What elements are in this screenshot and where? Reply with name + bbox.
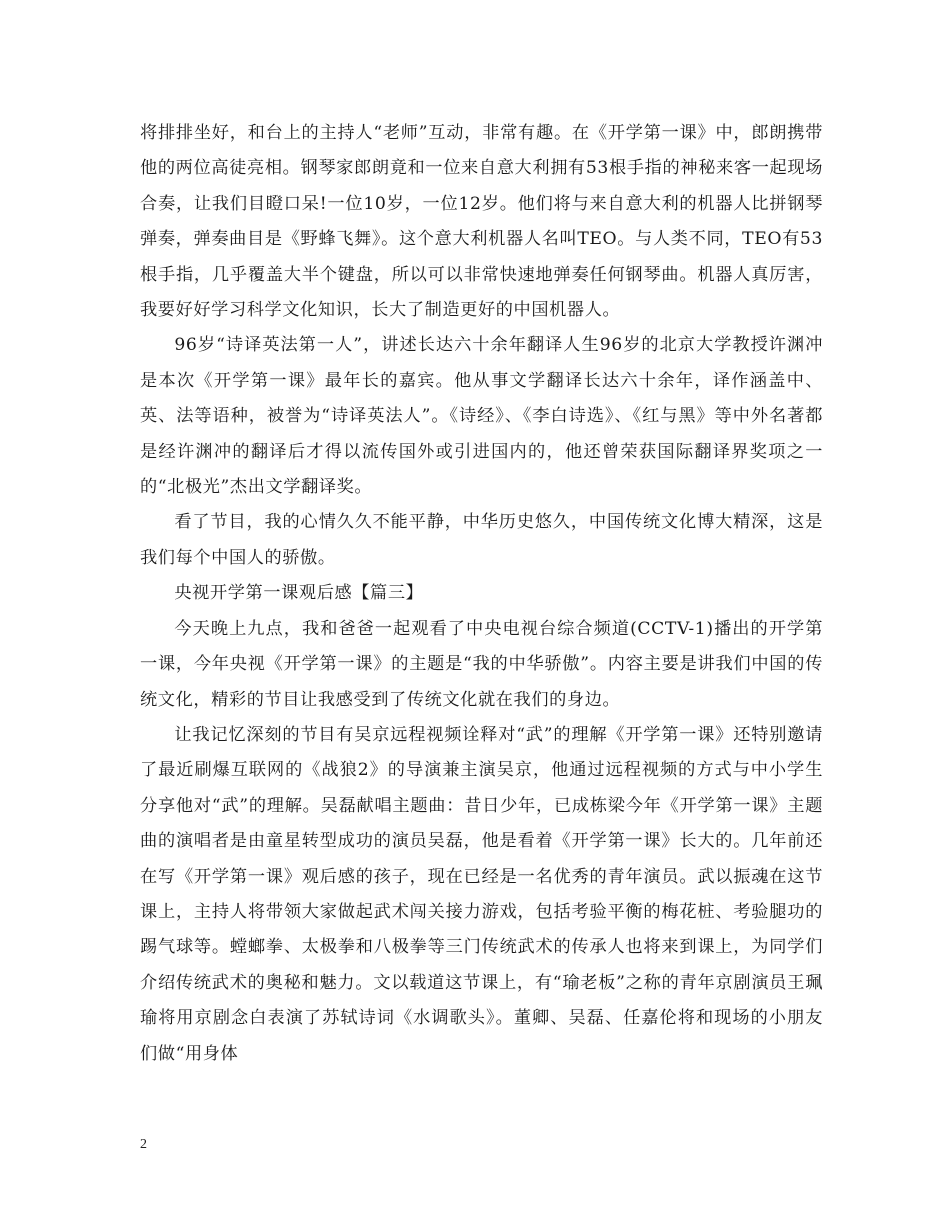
paragraph-memorable-programs: 让我记忆深刻的节目有吴京远程视频诠释对“武”的理解《开学第一课》还特别邀请了最近刷爆互联网的《战狼2》的导演兼主演吴京，他通过远程视频的方式与中小学生分享他对“武”的理解。吴磊献唱主题曲：昔日少年，已成栋梁今年《开学第一课》主题曲的演唱者是由童星转型成功的演员吴磊，他是看着《开学第一课》长大的。几年前还在写《开学第一课》观后感的孩子，现在已经是一名优秀的青年演员。武以振魂在这节课上，主持人将带领大家做起武术闯关接力游戏，包括考验平衡的梅花桩、考验腿功的踢气球等。螳螂拳、太极拳和八极拳等三门传统武术的传承人也将来到课上，为同学们介绍传统武术的奥秘和魅力。文以载道这节课上，有“瑜老板”之称的青年京剧演员王珮瑜将用京剧念白表演了苏轼诗词《水调歌头》。董卿、吴磊、任嘉伦将和现场的小朋友们做“用身体 xyxy=(140,724,823,1064)
document-body xyxy=(140,116,823,1072)
paragraph-intro: 今天晚上九点，我和爸爸一起观看了中央电视台综合频道(CCTV-1)播出的开学第一课，今年央视《开学第一课》的主题是“我的中华骄傲”。内容主要是讲我们中国的传统文化，精彩的节目让我感受到了传统文化就在我们的身边。 xyxy=(140,618,823,710)
paragraph-reflection: 看了节目，我的心情久久不能平静，中华历史悠久，中国传统文化博大精深，这是我们每个中国人的骄傲。 xyxy=(140,512,823,568)
paragraph-xu-yuanchong: 96岁“诗译英法第一人”，讲述长达六十余年翻译人生96岁的北京大学教授许渊冲是本次《开学第一课》最年长的嘉宾。他从事文学翻译长达六十余年，译作涵盖中、英、法等语种，被誉为“诗译英法人”。《诗经》、《李白诗选》、《红与黑》等中外名著都是经许渊冲的翻译后才得以流传国外或引进国内的，他还曾荣获国际翻译界奖项之一的“北极光”杰出文学翻译奖。 xyxy=(140,335,823,498)
page-number: 2 xyxy=(140,1137,147,1152)
paragraph-continuation: 将排排坐好，和台上的主持人“老师”互动，非常有趣。在《开学第一课》中，郎朗携带他的两位高徒亮相。钢琴家郎朗竟和一位来自意大利拥有53根手指的神秘来客一起现场合奏，让我们目瞪口呆!一位10岁，一位12岁。他们将与来自意大利的机器人比拼钢琴弹奏，弹奏曲目是《野蜂飞舞》。这个意大利机器人名叫TEO。与人类不同，TEO有53根手指，几乎覆盖大半个键盘，所以可以非常快速地弹奏任何钢琴曲。机器人真厉害，我要好好学习科学文化知识，长大了制造更好的中国机器人。 xyxy=(140,123,823,321)
section-heading: 央视开学第一课观后感【篇三】 xyxy=(174,583,424,604)
